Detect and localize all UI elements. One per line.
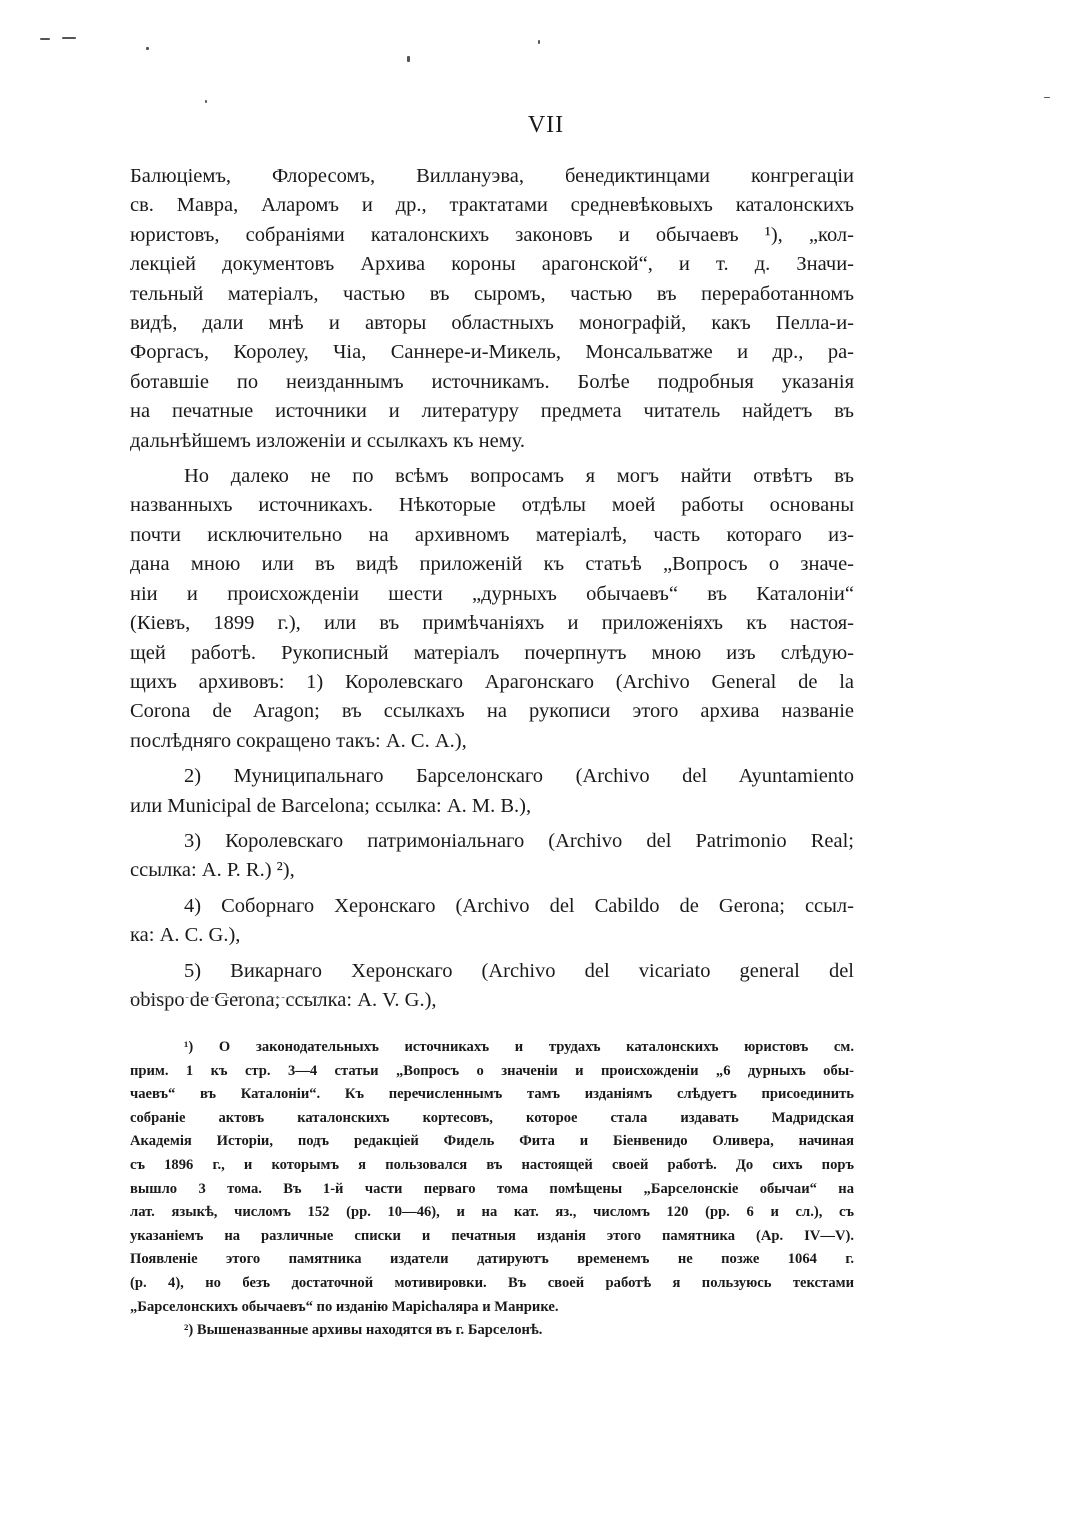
footnote-line: „Барселонскихъ обычаевъ“ по изданію Марichаляра и Манрике. (130, 1298, 559, 1315)
footnote-line: чаевъ“ въ Каталоніи“. Къ перечисленнымъ тамъ изданіямъ слѣдуетъ присоединить (130, 1086, 854, 1103)
text-line: 4) Соборнаго Херонскаго (Archivo del Cabildo de Gerona; ссыл- (184, 894, 854, 917)
text-line: или Municipal de Barcelona; ссылка: А. М. В.), (130, 794, 532, 817)
footnotes (130, 1036, 854, 1343)
text-line: щей работѣ. Рукописный матеріалъ почерпнутъ мною изъ слѣдую- (130, 641, 854, 664)
footnote-line: указаніемъ на различные списки и печатныя изданія этого памятника (Ар. IV—V). (130, 1227, 854, 1244)
text-line: (Кіевъ, 1899 г.), или въ примѣчаніяхъ и приложеніяхъ къ настоя- (130, 612, 854, 635)
text-line: дана мною или въ видѣ приложеній къ статьѣ „Вопросъ о значе- (130, 553, 854, 576)
text-line: почти исключительно на архивномъ матеріалѣ, часть котораго из- (130, 523, 854, 546)
scan-speck (62, 37, 76, 39)
text-line: лекціей документовъ Архива короны арагонской“, и т. д. Значи- (130, 253, 854, 276)
text-line: ка: А. С. G.), (130, 924, 241, 947)
main-text (130, 162, 854, 1015)
text-line: тельный матеріалъ, частью въ сыромъ, частью въ переработанномъ (130, 282, 854, 305)
text-line: названныхъ источникахъ. Нѣкоторые отдѣлы моей работы основаны (130, 494, 854, 517)
footnote-line: Появленіе этого памятника издатели датируютъ временемъ не позже 1064 г. (130, 1251, 854, 1268)
footnote-divider (130, 997, 320, 998)
footnote-line: (р. 4), но безъ достаточной мотивировки. Въ своей работѣ я пользуюсь текстами (130, 1274, 854, 1291)
text-line: св. Мавра, Аларомъ и др., трактатами средневѣковыхъ каталонскихъ (130, 194, 854, 217)
scan-speck (1044, 97, 1050, 98)
text-line: послѣдняго сокращено такъ: А. С. А.), (130, 729, 467, 752)
scan-speck (407, 56, 410, 62)
text-line: ссылка: А. Р. R.) ²), (130, 859, 295, 882)
text-line: Форгасъ, Королеу, Чіа, Саннере-и-Микель, Монсальватже и др., ра- (130, 341, 854, 364)
text-line: ніи и происхожденіи шести „дурныхъ обычаевъ“ въ Каталоніи“ (130, 582, 854, 605)
footnote-line: Академія Исторіи, подъ редакціей Фидель Фита и Біенвенидо Оливера, начиная (130, 1133, 854, 1150)
scan-speck (40, 38, 50, 40)
text-line: Corona de Aragon; въ ссылкахъ на рукописи этого архива названіе (130, 700, 854, 723)
text-line: Но далеко не по всѣмъ вопросамъ я могъ найти отвѣтъ въ (184, 465, 854, 488)
text-line: 2) Муниципальнаго Барселонскаго (Archivo del Ayuntamiento (184, 765, 854, 788)
text-line: Балюціемъ, Флоресомъ, Виллануэва, бенедиктинцами конгрегаціи (130, 165, 854, 187)
text-line: 3) Королевскаго патримоніальнаго (Archivo del Patrimonio Real; (184, 829, 854, 852)
footnote-line: собраніе актовъ каталонскихъ кортесовъ, которое стала издавать Мадридская (130, 1109, 854, 1126)
text-line: юристовъ, собраніями каталонскихъ законовъ и обычаевъ ¹), „кол- (130, 223, 854, 246)
text-line: на печатные источники и литературу предмета читатель найдетъ въ (130, 400, 854, 423)
footnote-line: ¹) О законодательныхъ источникахъ и трудахъ каталонскихъ юристовъ см. (184, 1039, 854, 1055)
page-number: VII (527, 112, 565, 138)
footnote-line: вышло 3 тома. Въ 1-й части перваго тома помѣщены „Барселонскіе обычаи“ на (130, 1180, 854, 1197)
footnote-line: лат. языкѣ, числомъ 152 (рр. 10—46), и на кат. яз., числомъ 120 (рр. 6 и сл.), съ (130, 1204, 854, 1221)
text-line: щихъ архивовъ: 1) Королевскаго Арагонскаго (Archivo General de la (130, 670, 854, 693)
text-line: obispo de Gerona; ссылка: А. V. G.), (130, 988, 437, 1011)
footnote-line: прим. 1 къ стр. 3—4 статьи „Вопросъ о значеніи и происхожденіи „6 дурныхъ обы- (130, 1062, 854, 1079)
scan-speck (538, 40, 540, 44)
text-line: ботавшіе по неизданнымъ источникамъ. Болѣе подробныя указанія (130, 370, 854, 393)
text-line: видѣ, дали мнѣ и авторы областныхъ монографій, какъ Пелла-и- (130, 312, 854, 335)
scan-speck (205, 100, 207, 103)
footnote-line: съ 1896 г., и которымъ я пользовался въ настоящей своей работѣ. До сихъ поръ (130, 1156, 854, 1173)
footnote-line: ²) Вышеназванные архивы находятся въ г. Барселонѣ. (184, 1322, 543, 1339)
scan-speck (146, 47, 149, 50)
text-line: дальнѣйшемъ изложеніи и ссылкахъ къ нему. (130, 429, 526, 452)
text-line: 5) Викарнаго Херонскаго (Archivo del vicariato general del (184, 959, 854, 982)
